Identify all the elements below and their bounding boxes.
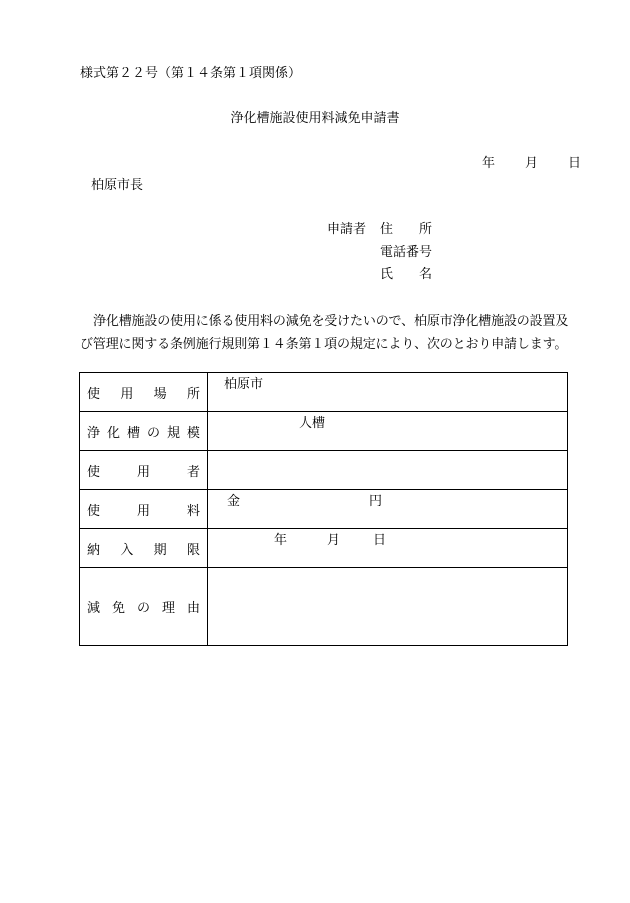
payment-deadline-value[interactable] <box>208 529 568 568</box>
usage-fee-value[interactable] <box>208 490 568 529</box>
tank-size-value[interactable] <box>208 412 568 451</box>
label-char: 減 <box>87 601 101 616</box>
tank-size-label <box>80 412 208 451</box>
label-char: 模 <box>186 425 200 441</box>
usage-location-label <box>80 373 208 412</box>
label-char: 使 <box>87 386 101 402</box>
label-char: 場 <box>153 386 167 402</box>
deadline-year: 年 <box>274 533 288 548</box>
label-char: 槽 <box>126 425 140 441</box>
user-value[interactable] <box>208 451 568 490</box>
label-char: の <box>136 601 150 616</box>
date-month: 月 <box>525 156 539 171</box>
request-statement: 浄化槽施設の使用に係る使用料の減免を受けたいので、柏原市浄化槽施設の設置及び管理に関する条例施行規則第１４条第１項の規定により、次のとおり申請します。 <box>80 314 569 352</box>
label-char: 免 <box>111 601 125 616</box>
date-day: 日 <box>568 156 582 171</box>
date-line <box>482 157 581 170</box>
table-row <box>80 412 568 451</box>
label-char: 用 <box>136 464 150 480</box>
reduction-reason-label <box>80 568 208 646</box>
applicant-label: 申請者 <box>327 222 367 237</box>
label-char: 浄 <box>87 425 101 441</box>
application-table <box>79 372 568 646</box>
fee-prefix: 金 <box>227 494 241 509</box>
address-label: 住 所 <box>380 222 433 237</box>
fee-unit: 円 <box>369 494 383 509</box>
label-char: 入 <box>120 542 134 558</box>
label-char: 用 <box>120 386 134 402</box>
document-title: 浄化槽施設使用料減免申請書 <box>230 111 400 126</box>
value-text: 人槽 <box>299 416 326 431</box>
table-row <box>80 529 568 568</box>
label-char: 化 <box>106 425 120 441</box>
label-char: 使 <box>87 464 101 480</box>
table-row <box>80 490 568 529</box>
usage-location-value[interactable] <box>208 373 568 412</box>
phone-label: 電話番号 <box>380 245 433 260</box>
label-char: の <box>146 425 160 441</box>
value-text: 柏原市 <box>224 377 264 392</box>
reduction-reason-value[interactable] <box>208 568 568 646</box>
label-char: 納 <box>87 542 101 558</box>
deadline-month: 月 <box>327 533 341 548</box>
label-char: 所 <box>186 386 200 402</box>
table-row <box>80 373 568 412</box>
recipient: 柏原市長 <box>91 178 144 193</box>
table-row <box>80 451 568 490</box>
date-year: 年 <box>482 156 496 171</box>
form-number: 様式第２２号（第１４条第１項関係） <box>80 66 302 81</box>
label-char: 使 <box>87 503 101 519</box>
label-char: 規 <box>166 425 180 441</box>
label-char: 期 <box>153 542 167 558</box>
deadline-day: 日 <box>373 533 387 548</box>
user-label <box>80 451 208 490</box>
payment-deadline-label <box>80 529 208 568</box>
label-char: 由 <box>186 601 200 616</box>
label-char: 料 <box>186 503 200 519</box>
label-char: 者 <box>186 464 200 480</box>
label-char: 理 <box>161 601 175 616</box>
name-label: 氏 名 <box>380 267 433 282</box>
table-row <box>80 568 568 646</box>
label-char: 用 <box>136 503 150 519</box>
label-char: 限 <box>186 542 200 558</box>
usage-fee-label <box>80 490 208 529</box>
